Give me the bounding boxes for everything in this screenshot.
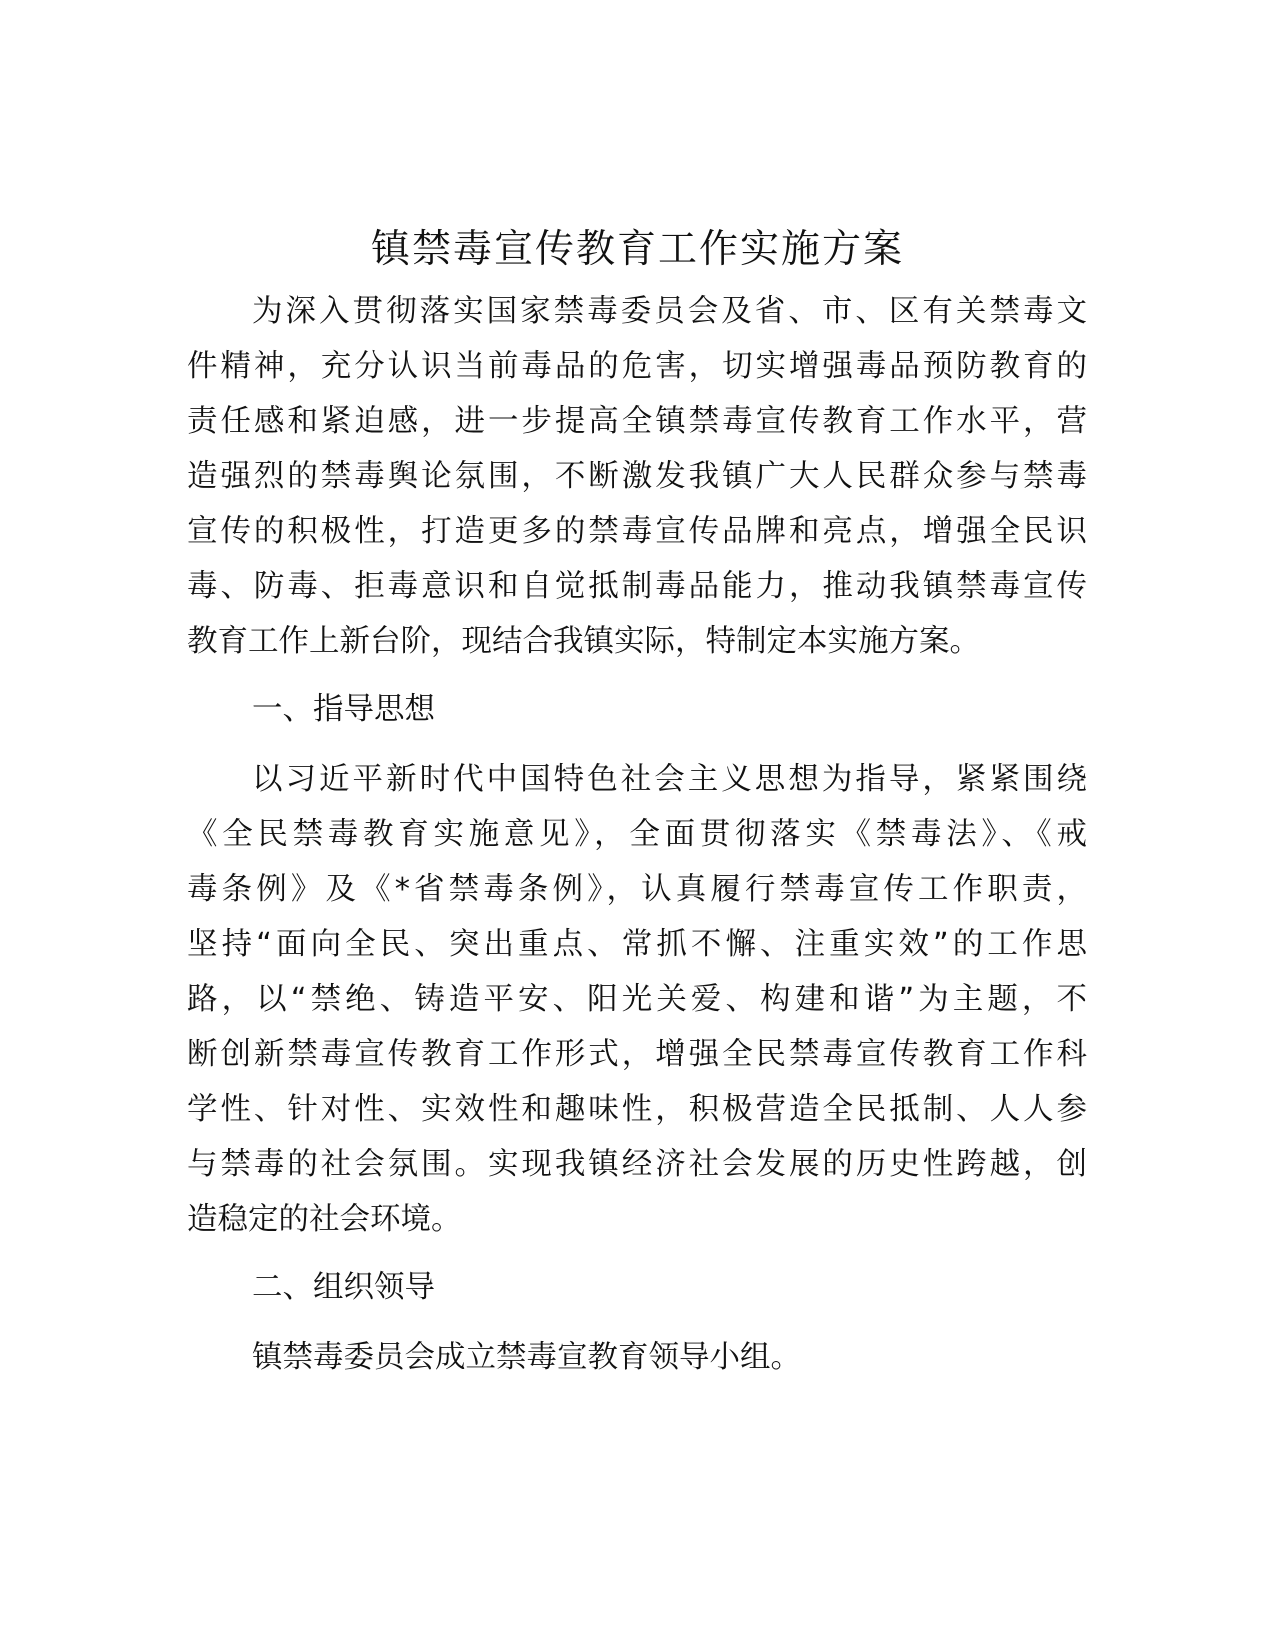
guiding-ideology-paragraph-line: 《全民禁毒教育实施意见》，全面贯彻落实《禁毒法》、《戒	[187, 817, 1087, 852]
guiding-ideology-paragraph-line: 毒条例》及《*省禁毒条例》，认真履行禁毒宣传工作职责，	[187, 872, 1087, 907]
guiding-ideology-paragraph-line: 断创新禁毒宣传教育工作形式，增强全民禁毒宣传教育工作科	[187, 1037, 1087, 1072]
guiding-ideology-paragraph-line: 路，以“禁绝、铸造平安、阳光关爱、构建和谐”为主题，不	[187, 982, 1087, 1017]
intro-paragraph-line: 责任感和紧迫感，进一步提高全镇禁毒宣传教育工作水平，营	[187, 404, 1087, 439]
intro-paragraph-line: 宣传的积极性，打造更多的禁毒宣传品牌和亮点，增强全民识	[187, 514, 1087, 549]
guiding-ideology-paragraph-line: 以习近平新时代中国特色社会主义思想为指导，紧紧围绕	[252, 762, 1087, 797]
intro-paragraph-line: 造强烈的禁毒舆论氛围，不断激发我镇广大人民群众参与禁毒	[187, 459, 1087, 494]
guiding-ideology-paragraph-line: 与禁毒的社会氛围。实现我镇经济社会发展的历史性跨越，创	[187, 1147, 1087, 1182]
intro-paragraph-line: 毒、防毒、拒毒意识和自觉抵制毒品能力，推动我镇禁毒宣传	[187, 569, 1087, 604]
guiding-ideology-paragraph-line: 坚持“面向全民、突出重点、常抓不懈、注重实效”的工作思	[187, 927, 1087, 962]
guiding-ideology-paragraph-line: 学性、针对性、实效性和趣味性，积极营造全民抵制、人人参	[187, 1092, 1087, 1127]
intro-paragraph-line: 教育工作上新台阶，现结合我镇实际，特制定本实施方案。	[187, 624, 980, 659]
intro-paragraph-line: 件精神，充分认识当前毒品的危害，切实增强毒品预防教育的	[187, 349, 1087, 384]
intro-paragraph-line: 为深入贯彻落实国家禁毒委员会及省、市、区有关禁毒文	[252, 294, 1087, 329]
guiding-ideology-paragraph-line: 造稳定的社会环境。	[187, 1202, 462, 1237]
section-heading-guiding-ideology: 一、指导思想	[252, 692, 435, 727]
section-heading-organization-leadership: 二、组织领导	[252, 1270, 435, 1305]
organization-leadership-paragraph: 镇禁毒委员会成立禁毒宣教育领导小组。	[252, 1340, 801, 1375]
document-title: 镇禁毒宣传教育工作实施方案	[370, 227, 904, 272]
